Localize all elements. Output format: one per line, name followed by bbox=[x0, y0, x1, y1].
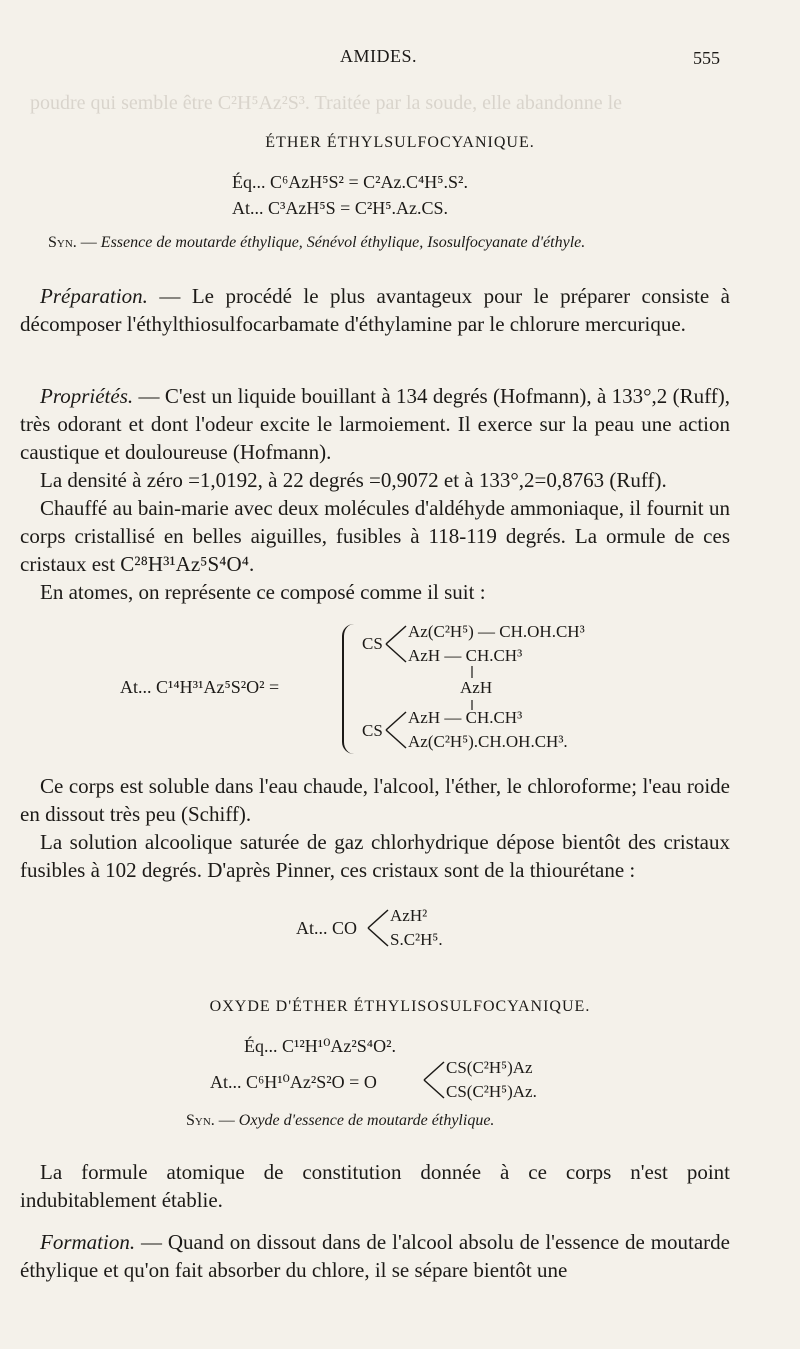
atomes-text: En atomes, on représente ce composé comme il suit : bbox=[40, 580, 486, 604]
preparation-text: — Le procédé le plus avantageux pour le préparer consiste à décomposer l'éthylthiosulfocarbamate d'éthylamine par le chlorure mercurique. bbox=[20, 284, 730, 336]
preparation-heading: Préparation. bbox=[40, 284, 148, 308]
synonyms-text: Essence de moutarde éthylique, Sénévol éthylique, Isosulfocyanate d'éthyle. bbox=[100, 234, 586, 251]
structure1-r1b: AzH — CH.CH³ bbox=[408, 646, 523, 665]
equivalent-formula: Éq... C⁶AzH⁵S² = C²Az.C⁴H⁵.S². bbox=[232, 172, 468, 192]
section2-equivalent-formula: Éq... C¹²H¹⁰Az²S⁴O². bbox=[244, 1036, 396, 1056]
soluble-text: Ce corps est soluble dans l'eau chaude, l'alcool, l'éther, le chloroforme; l'eau roide en dissout très peu (Schiff). bbox=[20, 774, 730, 826]
structure1-cs1: CS bbox=[362, 634, 383, 653]
section2-atomic-lhs: At... C⁶H¹⁰Az²S²O = O bbox=[210, 1072, 377, 1092]
structure2-lhs: At... CO bbox=[296, 918, 358, 938]
atomic-formula: At... C³AzH⁵S = C²H⁵.Az.CS. bbox=[232, 198, 449, 218]
density-text: La densité à zéro =1,0192, à 22 degrés =0,9072 et à 133°,2=0,8763 (Ruff). bbox=[40, 468, 667, 492]
chauffe-text: Chauffé au bain-marie avec deux molécules d'aldéhyde ammoniaque, il fournit un corps cristallisé en belles aiguilles, fusibles à 118-119 degrés. La ormule de ces cristaux est C²⁸H³¹Az⁵S⁴O⁴. bbox=[20, 496, 730, 576]
paragraph-formation bbox=[20, 1228, 730, 1284]
structure1-lhs: At... C¹⁴H³¹Az⁵S²O² = bbox=[120, 677, 280, 697]
structure1-bond-top bbox=[470, 666, 474, 678]
pinner-text: La solution alcoolique saturée de gaz chlorhydrique dépose bientôt des cristaux fusibles à 102 degrés. D'après Pinner, ces cristaux sont de la thiourétane : bbox=[20, 830, 730, 882]
structure1-r2a: AzH — CH.CH³ bbox=[408, 708, 523, 727]
structure1-fork2 bbox=[384, 708, 408, 752]
formation-text: — Quand on dissout dans de l'alcool absolu de l'essence de moutarde éthylique et qu'on fait absorber du chlore, il se sépare bientôt une bbox=[20, 1230, 730, 1282]
section2-ra: CS(C²H⁵)Az bbox=[446, 1058, 533, 1077]
section-title-oxyde: OXYDE D'ÉTHER ÉTHYLISOSULFOCYANIQUE. bbox=[209, 998, 591, 1015]
paragraph-proprietes bbox=[20, 382, 730, 606]
page-header bbox=[0, 46, 800, 74]
structure1-fork1 bbox=[384, 622, 408, 666]
structure2-ra: AzH² bbox=[390, 906, 428, 925]
bleed-through-text: poudre qui semble être C²H⁵Az²S³. Traitée par la soude, elle abandonne le bbox=[30, 92, 623, 114]
formule-atomique-text: La formule atomique de constitution donnée à ce corps n'est point indubitablement établie. bbox=[20, 1160, 730, 1212]
structure1-mid: AzH bbox=[460, 678, 493, 697]
structure2-rb: S.C²H⁵. bbox=[390, 930, 443, 949]
paragraph-formule-atomique bbox=[20, 1158, 730, 1214]
section2-synonyms bbox=[186, 1112, 494, 1130]
paragraph-solubilite bbox=[20, 772, 730, 884]
structure1-cs2: CS bbox=[362, 721, 383, 740]
structure1-r1a: Az(C²H⁵) — CH.OH.CH³ bbox=[408, 622, 585, 641]
paragraph-preparation bbox=[20, 282, 730, 338]
section-title-ether-ethylsulfocyanique: ÉTHER ÉTHYLSULFOCYANIQUE. bbox=[265, 134, 535, 151]
section2-synonyms-text: Oxyde d'essence de moutarde éthylique. bbox=[238, 1112, 495, 1129]
section2-fork bbox=[422, 1058, 446, 1102]
section2-synonyms-label: Syn. — bbox=[186, 1112, 235, 1129]
page-number: 555 bbox=[693, 48, 720, 68]
running-title: AMIDES. bbox=[340, 46, 418, 66]
structure1-brace bbox=[342, 624, 354, 754]
section2-rb: CS(C²H⁵)Az. bbox=[446, 1082, 537, 1101]
proprietes-heading: Propriétés. bbox=[40, 384, 134, 408]
structure1-r2b: Az(C²H⁵).CH.OH.CH³. bbox=[408, 732, 568, 751]
formation-heading: Formation. bbox=[40, 1230, 136, 1254]
proprietes-text: — C'est un liquide bouillant à 134 degrés (Hofmann), à 133°,2 (Ruff), très odorant et dont l'odeur excite le larmoiement. Il exerce sur la peau une action caustique et douloureuse (Hofmann). bbox=[20, 384, 730, 464]
structure2-fork bbox=[366, 906, 390, 950]
synonyms-label: Syn. — bbox=[48, 234, 97, 251]
synonyms-line bbox=[48, 234, 585, 252]
